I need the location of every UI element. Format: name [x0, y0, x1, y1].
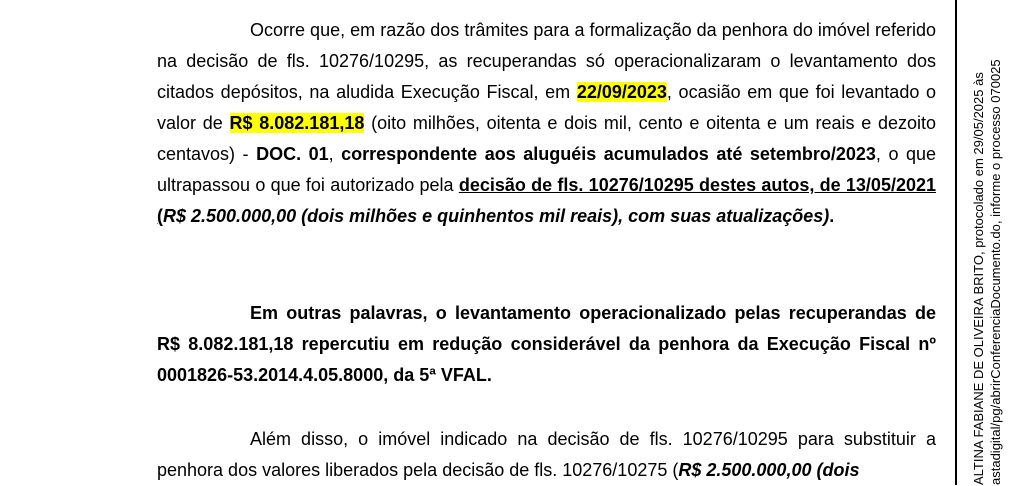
paren-open: ( — [157, 206, 163, 226]
p1-end: . — [829, 206, 835, 226]
p1-text-6: , o que ultrapassou o que foi autorizado pela — [157, 144, 936, 195]
p2-text: Em outras palavras, o levantamento operacionalizado pelas recuperandas de R$ 8.082.181,18 repercutiu em redução considerável da penhora da Execução Fiscal nº 0001826-53.2014.4.05.8000, da 5ª VFAL. — [157, 303, 936, 385]
p1-text-3: (oito milhões, oitenta e dois mil, cento e oitenta e um reais e dezoito centavos) - — [157, 113, 936, 164]
paragraph-1 — [157, 15, 936, 232]
highlighted-date: 22/09/2023 — [576, 82, 667, 102]
protocol-stamp-text — [970, 0, 1004, 485]
p1-italic-amount: R$ 2.500.000,00 (dois milhões e quinhentos mil reais), com suas atualizações) — [163, 206, 830, 226]
p1-bold-rent: correspondente aos aluguéis acumulados até setembro/2023 — [341, 144, 876, 164]
paragraph-2 — [157, 298, 936, 391]
decision-reference: decisão de fls. 10276/10295 destes autos, de 13/05/2021 — [458, 175, 936, 195]
p1-text-1: Ocorre que, em razão dos trâmites para a formalização da penhora do imóvel referido na decisão de fls. 10276/10295, as recuperandas só operacionalizaram o levantamento dos citados depósitos, na aludida Execução Fiscal, em — [157, 20, 936, 102]
stamp-line-2: astadigital/pg/abrirConferenciaDocumento.do, informe o processo 070025 — [988, 59, 1003, 485]
p3-text-1: Além disso, o imóvel indicado na decisão de fls. 10276/10295 para substituir a penhora dos valores liberados pela decisão de fls. 10276/10275 ( — [157, 429, 936, 480]
p1-text-4: , — [328, 144, 342, 164]
highlighted-amount: R$ 8.082.181,18 — [229, 113, 365, 133]
p3-italic-amount: R$ 2.500.000,00 (dois — [678, 460, 860, 480]
paragraph-3 — [157, 424, 936, 486]
doc-reference: DOC. 01 — [256, 144, 329, 164]
protocol-stamp-sidebar — [966, 0, 1022, 485]
p1-text-2: , ocasião em que foi levantado o valor de — [157, 82, 937, 133]
stamp-line-1: ALTINA FABIANE DE OLIVEIRA BRITO, protocolado em 29/05/2025 às — [971, 72, 986, 485]
